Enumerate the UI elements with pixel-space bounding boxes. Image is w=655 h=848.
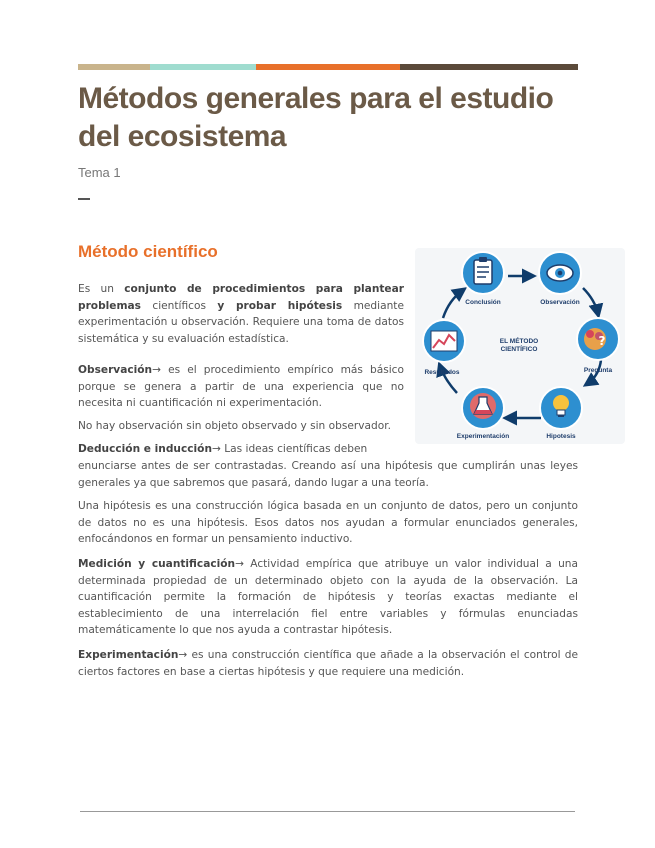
diagram-center-line2: CIENTÍFICO xyxy=(500,346,538,353)
question-head-icon xyxy=(584,328,606,350)
flask-icon xyxy=(470,393,496,419)
clipboard-icon xyxy=(474,257,492,284)
step-label-results: Resultados xyxy=(424,369,460,376)
chart-icon xyxy=(431,331,457,351)
paragraph-definition: Es un conjunto de procedimientos para plantear problemas científicos y probar hipótesis mediante experimentación u observación. Requiere una toma de datos sistemática y su evaluación estadística. xyxy=(78,283,404,345)
svg-text:?: ? xyxy=(598,334,606,348)
paragraph-deduccion-line1: Deducción e inducción→ Las ideas científicas deben xyxy=(78,443,368,455)
paragraph-experimentacion: Experimentación→ es una construcción científica que añade a la observación el control de ciertos factores en base a ciertas hipótesis y que requiere una medición. xyxy=(78,649,578,678)
document-title: Métodos generales para el estudio del ecosistema xyxy=(78,82,554,153)
paragraph-observacion: Observación→ es el procedimiento empírico más básico porque se genera a partir de una experiencia que no necesita ni cuantificación ni experimentación. xyxy=(78,364,404,409)
step-label-question: Pregunta xyxy=(583,367,613,374)
step-label-hypothesis: Hipotesis xyxy=(546,433,576,440)
document-subtitle: Tema 1 xyxy=(78,165,121,180)
scientific-method-diagram xyxy=(415,248,625,444)
section-heading: Método científico xyxy=(78,242,218,261)
step-label-conclusion: Conclusión xyxy=(465,299,501,306)
header-color-bar xyxy=(78,64,578,70)
step-label-observation: Observación xyxy=(540,299,580,306)
paragraph-hipotesis: Una hipótesis es una construcción lógica basada en un conjunto de datos, pero un conjunto de datos no es una hipótesis. Esos datos nos ayudan a formular enunciados generales, enfocándonos en formar un pensamiento inductivo. xyxy=(78,500,578,545)
eye-icon xyxy=(547,265,573,281)
paragraph-medicion: Medición y cuantificación→ Actividad empírica que atribuye un valor individual a una determinada propiedad de un determinado objeto con la ayuda de la observación. La cuantificación permite la formación de hipótesis y teorías exactas mediante el establecimiento de una interrelación fiel entre variables y fórmulas enunciadas matemáticamente lo que nos ayuda a contrastar hipótesis. xyxy=(78,558,578,636)
footer-rule xyxy=(80,811,575,812)
diagram-center-line1: EL MÉTODO xyxy=(499,338,539,345)
paragraph-observacion-note: No hay observación sin objeto observado y sin observador. xyxy=(78,420,391,432)
paragraph-deduccion-rest: enunciarse antes de ser contrastadas. Creando así una hipótesis que cumplirán unas leyes generales ya que sabremos que pasará, dando lugar a una teoría. xyxy=(78,460,578,489)
divider-dash xyxy=(78,198,90,200)
step-label-experiment: Experimentación xyxy=(456,433,510,440)
